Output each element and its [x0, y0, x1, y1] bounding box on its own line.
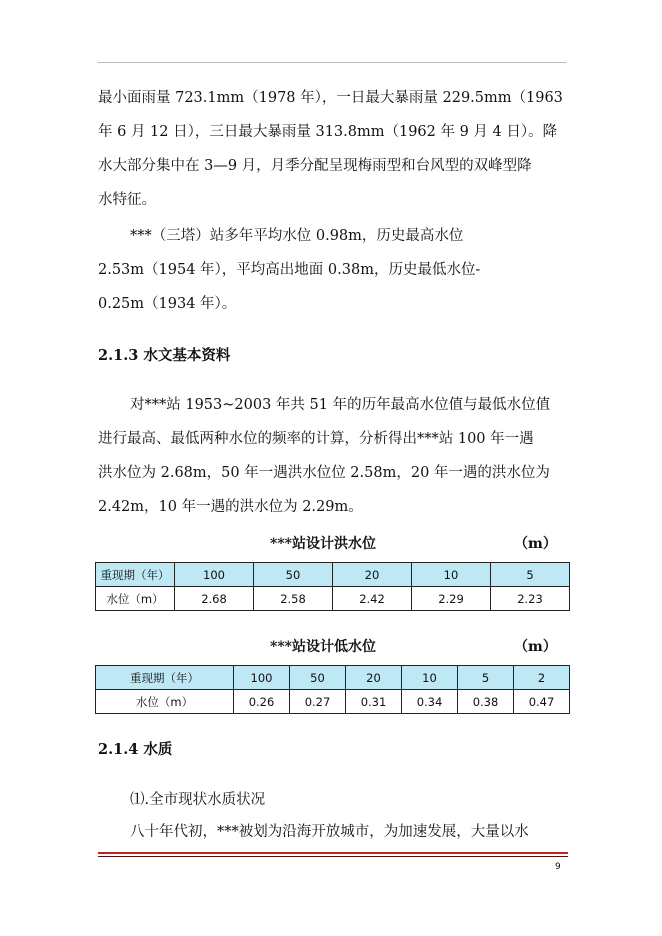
paragraph-line: 进行最高、最低两种水位的频率的计算，分析得出***站 100 年一遇	[98, 431, 534, 447]
paragraph-line: 对***站 1953~2003 年共 51 年的历年最高水位值与最低水位值	[130, 397, 551, 413]
table-cell: 5	[458, 666, 514, 690]
paragraph-line: 年 6 月 12 日），三日最大暴雨量 313.8mm（1962 年 9 月 4 日）。降	[98, 124, 558, 140]
paragraph-line: 0.25m（1934 年）。	[98, 296, 237, 312]
table-cell: 20	[346, 666, 402, 690]
table-cell: 重现期（年）	[96, 563, 175, 587]
flood-level-table	[95, 562, 570, 611]
subsection-heading: ⑴.全市现状水质状况	[130, 792, 266, 808]
table-cell: 5	[491, 563, 570, 587]
paragraph-line: 洪水位为 2.68m，50 年一遇洪水位位 2.58m，20 年一遇的洪水位为	[98, 465, 550, 481]
table-cell: 0.47	[514, 690, 570, 714]
table-cell: 2.42	[333, 587, 412, 611]
table-cell: 2.58	[254, 587, 333, 611]
table-cell: 重现期（年）	[96, 666, 234, 690]
table-cell: 0.38	[458, 690, 514, 714]
table-cell: 0.34	[402, 690, 458, 714]
table-cell: 2	[514, 666, 570, 690]
section-heading-2-1-3: 2.1.3 水文基本资料	[98, 347, 231, 364]
table-cell: 水位（m）	[96, 587, 175, 611]
section-heading-2-1-4: 2.1.4 水质	[98, 741, 173, 758]
paragraph-line: 水大部分集中在 3—9 月，月季分配呈现梅雨型和台风型的双峰型降	[98, 158, 532, 174]
table-cell: 水位（m）	[96, 690, 234, 714]
table-cell: 2.29	[412, 587, 491, 611]
header-rule	[98, 62, 566, 63]
table-cell: 50	[254, 563, 333, 587]
table-cell: 20	[333, 563, 412, 587]
table-title-low: ***站设计低水位	[270, 639, 376, 655]
page-number: 9	[555, 862, 561, 872]
table-row	[96, 690, 570, 714]
table-cell: 100	[234, 666, 290, 690]
table-unit-flood: （m）	[514, 536, 557, 552]
paragraph-line: ***（三塔）站多年平均水位 0.98m，历史最高水位	[130, 228, 464, 244]
table-cell: 50	[290, 666, 346, 690]
table-header-row	[96, 666, 570, 690]
table-cell: 0.26	[234, 690, 290, 714]
table-unit-low: （m）	[514, 639, 557, 655]
table-title-flood: ***站设计洪水位	[270, 536, 376, 552]
table-cell: 0.27	[290, 690, 346, 714]
table-cell: 10	[412, 563, 491, 587]
footer-rule-secondary	[98, 856, 568, 857]
paragraph-line: 八十年代初，***被划为沿海开放城市，为加速发展，大量以水	[130, 824, 529, 840]
table-header-row	[96, 563, 570, 587]
low-level-table	[95, 665, 570, 714]
paragraph-line: 最小面雨量 723.1mm（1978 年），一日最大暴雨量 229.5mm（1963	[98, 90, 563, 106]
table-cell: 100	[175, 563, 254, 587]
table-cell: 2.23	[491, 587, 570, 611]
paragraph-line: 2.42m，10 年一遇的洪水位为 2.29m。	[98, 499, 363, 515]
table-cell: 2.68	[175, 587, 254, 611]
table-cell: 0.31	[346, 690, 402, 714]
footer-rule	[98, 852, 568, 854]
paragraph-line: 2.53m（1954 年），平均高出地面 0.38m，历史最低水位-	[98, 262, 481, 278]
table-row	[96, 587, 570, 611]
table-cell: 10	[402, 666, 458, 690]
paragraph-line: 水特征。	[98, 192, 156, 208]
